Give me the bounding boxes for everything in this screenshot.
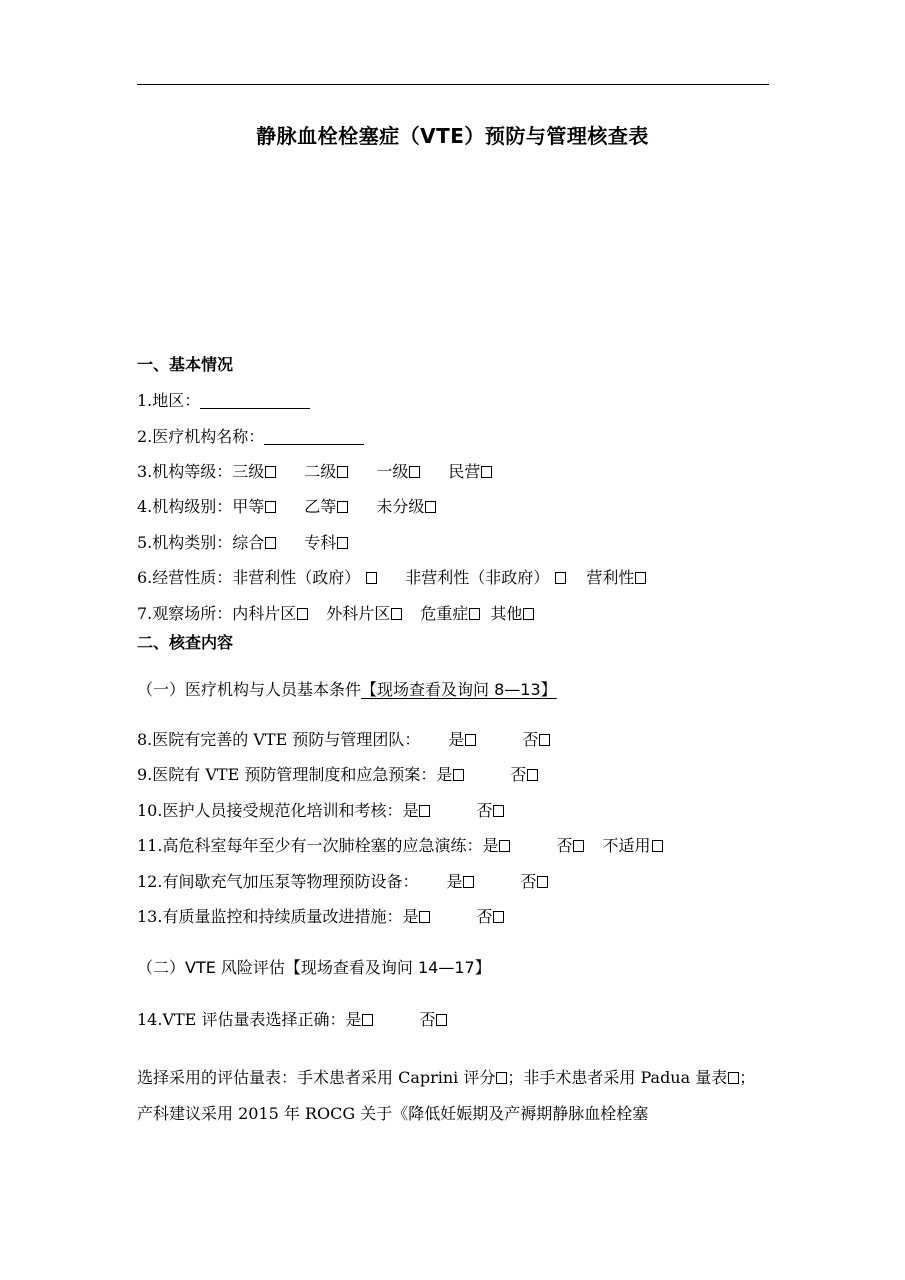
option-site-critical[interactable]: 危重症 bbox=[420, 603, 480, 625]
check-item-12: 12.有间歇充气加压泵等物理预防设备： 是 否 bbox=[137, 871, 548, 893]
checkbox[interactable] bbox=[297, 608, 308, 620]
option-category-special[interactable]: 专科 bbox=[304, 532, 348, 554]
sub1-heading bbox=[137, 679, 557, 701]
option-yes[interactable]: 是 bbox=[345, 1009, 373, 1031]
check-item-13: 13.有质量监控和持续质量改进措施：是 否 bbox=[137, 906, 504, 928]
level-label: 4.机构级别： bbox=[137, 497, 233, 516]
checkbox[interactable] bbox=[366, 572, 377, 584]
header-rule bbox=[137, 84, 769, 85]
option-nature-profit[interactable]: 营利性 bbox=[586, 567, 646, 589]
checkbox[interactable] bbox=[539, 734, 550, 746]
checkbox[interactable] bbox=[265, 466, 276, 478]
check-item-9: 9.医院有 VTE 预防管理制度和应急预案：是 否 bbox=[137, 764, 538, 786]
scale-paragraph: 选择采用的评估量表：手术患者采用 Caprini 评分 ；非手术患者采用 Padua 量表 ；产科建议采用 2015 年 ROCG 关于《降低妊娠期及产褥期静脉血栓栓塞 bbox=[137, 1068, 756, 1123]
option-yes[interactable]: 是 bbox=[402, 800, 430, 822]
institution-label: 2.医疗机构名称： bbox=[137, 427, 265, 446]
check-item-11: 11.高危科室每年至少有一次肺栓塞的应急演练：是 否 不适用 bbox=[137, 835, 663, 857]
option-no[interactable]: 否 bbox=[556, 835, 584, 857]
option-no[interactable]: 否 bbox=[419, 1009, 447, 1031]
checkbox[interactable] bbox=[537, 876, 548, 888]
checkbox[interactable] bbox=[465, 734, 476, 746]
check-item-8: 8.医院有完善的 VTE 预防与管理团队： 是 否 bbox=[137, 729, 550, 751]
checkbox[interactable] bbox=[409, 466, 420, 478]
option-no[interactable]: 否 bbox=[510, 764, 538, 786]
grade-row bbox=[137, 461, 492, 483]
option-grade-1[interactable]: 一级 bbox=[376, 461, 420, 483]
checkbox[interactable] bbox=[463, 876, 474, 888]
checkbox[interactable] bbox=[419, 805, 430, 817]
section2-heading: 二、核查内容 bbox=[137, 633, 234, 652]
checkbox[interactable] bbox=[493, 805, 504, 817]
checkbox[interactable] bbox=[265, 501, 276, 513]
checkbox[interactable] bbox=[573, 840, 584, 852]
option-site-internal[interactable]: 内科片区 bbox=[232, 603, 308, 625]
checkbox[interactable] bbox=[499, 840, 510, 852]
checkbox[interactable] bbox=[419, 911, 430, 923]
section1-heading: 一、基本情况 bbox=[137, 355, 234, 374]
option-grade-3[interactable]: 三级 bbox=[232, 461, 276, 483]
sub1-title: （一）医疗机构与人员基本条件 bbox=[137, 680, 362, 699]
check-item-10: 10.医护人员接受规范化培训和考核：是 否 bbox=[137, 800, 504, 822]
checkbox[interactable] bbox=[337, 537, 348, 549]
checkbox[interactable] bbox=[469, 608, 480, 620]
category-row bbox=[137, 532, 348, 554]
sub2-heading: （二）VTE 风险评估【现场查看及询问 14—17】 bbox=[137, 958, 491, 977]
institution-row bbox=[137, 426, 364, 448]
option-nature-gov[interactable]: 非营利性（政府） bbox=[232, 567, 377, 589]
option-no[interactable]: 否 bbox=[520, 871, 548, 893]
option-level-none[interactable]: 未分级 bbox=[376, 496, 436, 518]
checkbox[interactable] bbox=[527, 769, 538, 781]
nature-label: 6.经营性质： bbox=[137, 568, 233, 587]
checkbox[interactable] bbox=[436, 1014, 447, 1026]
region-row bbox=[137, 390, 310, 412]
option-site-other[interactable]: 其他 bbox=[490, 603, 534, 625]
option-category-general[interactable]: 综合 bbox=[232, 532, 276, 554]
checkbox[interactable] bbox=[337, 501, 348, 513]
option-grade-private[interactable]: 民营 bbox=[448, 461, 492, 483]
option-yes[interactable]: 是 bbox=[448, 729, 476, 751]
checkbox[interactable] bbox=[391, 608, 402, 620]
site-label: 7.观察场所： bbox=[137, 604, 233, 623]
checkbox-padua[interactable] bbox=[728, 1072, 739, 1084]
site-row bbox=[137, 603, 534, 625]
checkbox[interactable] bbox=[481, 466, 492, 478]
institution-field[interactable] bbox=[264, 426, 364, 445]
checkbox[interactable] bbox=[337, 466, 348, 478]
checkbox[interactable] bbox=[652, 840, 663, 852]
option-yes[interactable]: 是 bbox=[402, 906, 430, 928]
option-level-a[interactable]: 甲等 bbox=[232, 496, 276, 518]
checkbox[interactable] bbox=[425, 501, 436, 513]
option-grade-2[interactable]: 二级 bbox=[304, 461, 348, 483]
page-title: 静脉血栓栓塞症（VTE）预防与管理核查表 bbox=[256, 124, 649, 148]
checkbox[interactable] bbox=[362, 1014, 373, 1026]
option-no[interactable]: 否 bbox=[522, 729, 550, 751]
option-nature-nongov[interactable]: 非营利性（非政府） bbox=[405, 567, 566, 589]
option-level-b[interactable]: 乙等 bbox=[304, 496, 348, 518]
checkbox[interactable] bbox=[493, 911, 504, 923]
option-na[interactable]: 不适用 bbox=[602, 835, 662, 857]
checkbox[interactable] bbox=[453, 769, 464, 781]
option-yes[interactable]: 是 bbox=[446, 871, 474, 893]
region-label: 1.地区： bbox=[137, 391, 201, 410]
checkbox[interactable] bbox=[265, 537, 276, 549]
check-item-14: 14.VTE 评估量表选择正确：是 否 bbox=[137, 1009, 447, 1031]
region-field[interactable] bbox=[200, 390, 310, 409]
grade-label: 3.机构等级： bbox=[137, 462, 233, 481]
option-yes[interactable]: 是 bbox=[436, 764, 464, 786]
checkbox-caprini[interactable] bbox=[496, 1072, 507, 1084]
level-row bbox=[137, 496, 436, 518]
option-no[interactable]: 否 bbox=[476, 800, 504, 822]
option-no[interactable]: 否 bbox=[476, 906, 504, 928]
checkbox[interactable] bbox=[523, 608, 534, 620]
option-yes[interactable]: 是 bbox=[482, 835, 510, 857]
checkbox[interactable] bbox=[555, 572, 566, 584]
checkbox[interactable] bbox=[635, 572, 646, 584]
category-label: 5.机构类别： bbox=[137, 533, 233, 552]
sub1-note: 【现场查看及询问 8—13】 bbox=[361, 680, 557, 699]
nature-row bbox=[137, 567, 646, 589]
option-site-surgical[interactable]: 外科片区 bbox=[326, 603, 402, 625]
